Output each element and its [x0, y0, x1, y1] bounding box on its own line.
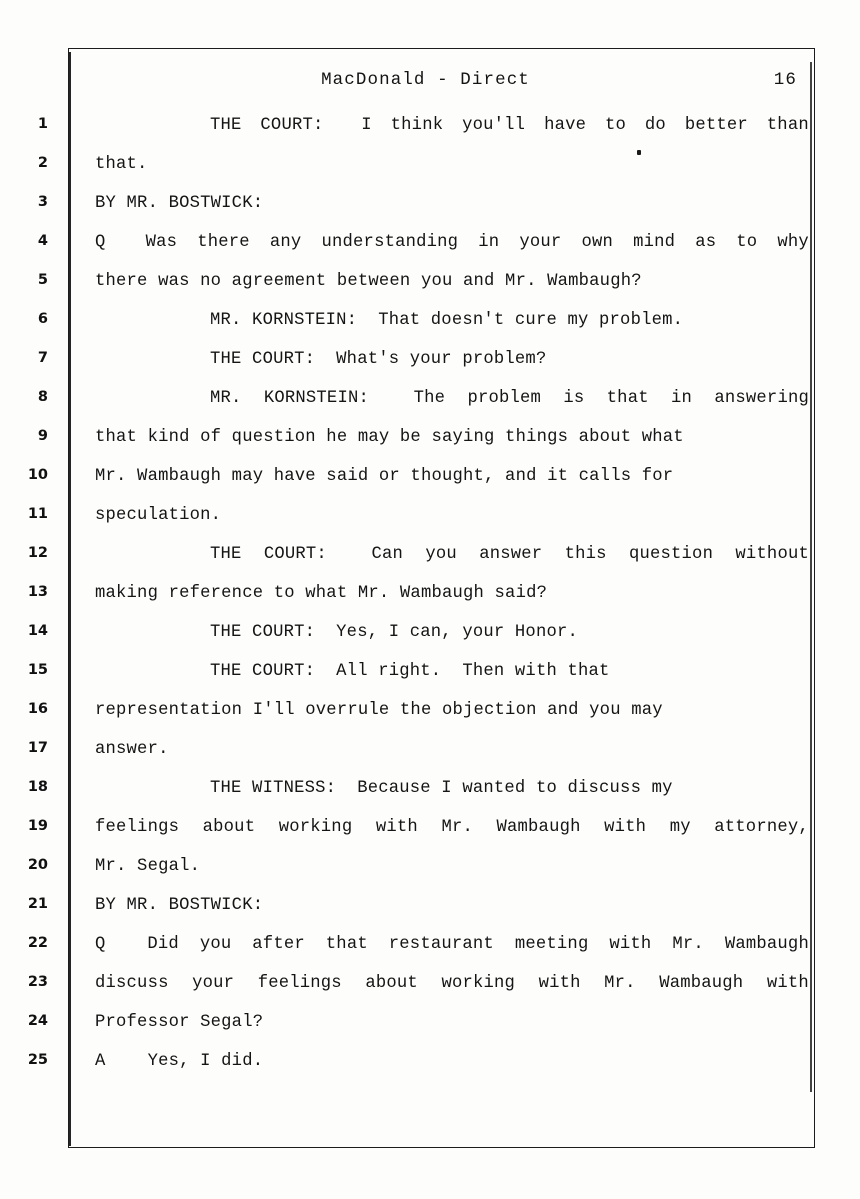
line-word: do: [644, 116, 666, 135]
ink-speck-artifact: [637, 150, 641, 155]
line-text: that kind of question he may be saying things about what: [95, 428, 684, 447]
line-text: BY MR. BOSTWICK:: [95, 896, 264, 915]
line-text: A Yes, I did.: [95, 1052, 264, 1071]
line-word: problem: [467, 389, 542, 408]
line-text: making reference to what Mr. Wambaugh said?: [95, 584, 548, 603]
transcript-line: [0, 851, 860, 890]
line-word: better: [684, 116, 748, 135]
line-word: mind: [633, 233, 676, 252]
line-text: Professor Segal?: [95, 1013, 264, 1032]
line-word: restaurant: [388, 935, 494, 954]
line-number: 11: [27, 506, 48, 522]
transcript-line: [0, 422, 860, 461]
line-word: to: [736, 233, 758, 252]
line-text: Mr. Wambaugh may have said or thought, and it calls for: [95, 467, 674, 486]
page-header: [68, 70, 815, 98]
line-word: your: [519, 233, 562, 252]
line-word: that: [325, 935, 368, 954]
line-word: with: [766, 974, 809, 993]
line-number: 5: [37, 272, 48, 288]
line-word: you: [425, 545, 457, 564]
line-word: Was: [145, 233, 178, 252]
transcript-line: [0, 929, 860, 968]
line-number: 12: [27, 545, 48, 561]
line-word: to: [605, 116, 627, 135]
line-word: you'll: [462, 116, 526, 135]
line-number: 18: [27, 779, 48, 795]
line-text: Mr. Segal.: [95, 857, 201, 876]
line-word: question: [628, 545, 714, 564]
page-number: 16: [773, 70, 797, 90]
line-word: Mr.: [441, 818, 473, 837]
line-number: 1: [37, 116, 48, 132]
line-word: meeting: [514, 935, 589, 954]
line-number: 15: [27, 662, 48, 678]
line-text: BY MR. BOSTWICK:: [95, 194, 264, 213]
transcript-line: [0, 1007, 860, 1046]
line-text: answer.: [95, 740, 169, 759]
transcript-line: [0, 461, 860, 500]
transcript-line: [0, 695, 860, 734]
line-word: feelings: [95, 818, 180, 837]
line-text: THE COURT: What's your problem?: [210, 350, 547, 369]
line-word: feelings: [257, 974, 342, 993]
line-word: THE: [210, 545, 242, 564]
transcript-line: [0, 539, 860, 578]
line-word: with: [375, 818, 418, 837]
line-number: 10: [27, 467, 48, 483]
line-word: discuss: [95, 974, 169, 993]
line-word: KORNSTEIN:: [263, 389, 369, 408]
transcript-line: [0, 266, 860, 305]
line-number: 4: [37, 233, 48, 249]
transcript-body: [0, 110, 860, 1085]
transcript-line: [0, 617, 860, 656]
line-word: any: [269, 233, 302, 252]
line-word: my: [669, 818, 691, 837]
transcript-line: [0, 344, 860, 383]
line-word: with: [538, 974, 581, 993]
transcript-line: [0, 500, 860, 539]
line-text: that.: [95, 155, 148, 174]
line-text: [210, 113, 809, 139]
line-number: 7: [37, 350, 48, 366]
line-text: there was no agreement between you and Mr. Wambaugh?: [95, 272, 642, 291]
transcript-line: [0, 656, 860, 695]
transcript-line: [0, 773, 860, 812]
line-word: your: [192, 974, 235, 993]
line-number: 25: [27, 1052, 48, 1068]
line-word: in: [671, 389, 693, 408]
line-number: 16: [27, 701, 48, 717]
line-word: with: [609, 935, 652, 954]
line-word: about: [365, 974, 418, 993]
transcript-line: [0, 1046, 860, 1085]
transcript-line: [0, 305, 860, 344]
line-word: answer: [479, 545, 543, 564]
line-number: 9: [37, 428, 48, 444]
line-text: MR. KORNSTEIN: That doesn't cure my problem.: [210, 311, 684, 330]
line-word: why: [777, 233, 809, 252]
line-number: 20: [27, 857, 48, 873]
line-number: 2: [37, 155, 48, 171]
line-word: have: [544, 116, 587, 135]
line-text: speculation.: [95, 506, 222, 525]
line-text: [210, 386, 809, 412]
line-word: that: [606, 389, 649, 408]
line-number: 6: [37, 311, 48, 327]
line-word: own: [581, 233, 614, 252]
line-word: Did: [147, 935, 179, 954]
line-word: Mr.: [604, 974, 636, 993]
transcript-line: [0, 110, 860, 149]
line-word: after: [252, 935, 305, 954]
line-text: [95, 815, 809, 841]
line-text: [95, 971, 809, 997]
line-text: THE COURT: Yes, I can, your Honor.: [210, 623, 578, 642]
line-word: with: [604, 818, 647, 837]
line-word: without: [735, 545, 809, 564]
line-number: 22: [27, 935, 48, 951]
line-word: Q: [95, 935, 106, 954]
page-title: MacDonald - Direct: [321, 70, 530, 90]
line-word: COURT:: [263, 545, 327, 564]
line-text: representation I'll overrule the objection and you may: [95, 701, 663, 720]
line-word: Wambaugh: [724, 935, 809, 954]
transcript-line: [0, 383, 860, 422]
line-word: I: [361, 116, 372, 135]
line-number: 14: [27, 623, 48, 639]
transcript-line: [0, 227, 860, 266]
line-word: is: [563, 389, 585, 408]
transcript-line: [0, 968, 860, 1007]
line-word: MR.: [210, 389, 242, 408]
line-number: 23: [27, 974, 48, 990]
line-word: Q: [95, 233, 106, 252]
line-word: COURT:: [260, 116, 324, 135]
transcript-line: [0, 149, 860, 188]
line-number: 13: [27, 584, 48, 600]
line-word: this: [564, 545, 607, 564]
line-word: answering: [714, 389, 809, 408]
line-word: about: [202, 818, 256, 837]
line-word: working: [441, 974, 516, 993]
line-word: in: [478, 233, 500, 252]
line-word: there: [197, 233, 250, 252]
line-word: working: [278, 818, 353, 837]
line-number: 3: [37, 194, 48, 210]
transcript-line: [0, 812, 860, 851]
line-word: think: [390, 116, 444, 135]
line-word: than: [766, 116, 809, 135]
transcript-line: [0, 578, 860, 617]
line-number: 8: [37, 389, 48, 405]
line-word: Wambaugh: [496, 818, 581, 837]
line-word: The: [413, 389, 446, 408]
line-text: [210, 542, 809, 568]
line-number: 17: [27, 740, 48, 756]
line-text: THE COURT: All right. Then with that: [210, 662, 610, 681]
transcript-line: [0, 188, 860, 227]
line-text: [95, 932, 809, 958]
line-word: attorney,: [714, 818, 809, 837]
line-word: as: [695, 233, 717, 252]
line-word: you: [199, 935, 232, 954]
transcript-line: [0, 890, 860, 929]
line-text: THE WITNESS: Because I wanted to discuss my: [210, 779, 673, 798]
line-text: [95, 230, 809, 256]
line-word: understanding: [321, 233, 459, 252]
line-word: Wambaugh: [659, 974, 744, 993]
line-word: Can: [371, 545, 404, 564]
line-number: 19: [27, 818, 48, 834]
line-word: THE: [210, 116, 242, 135]
line-number: 21: [27, 896, 48, 912]
line-number: 24: [27, 1013, 48, 1029]
transcript-line: [0, 734, 860, 773]
line-word: Mr.: [672, 935, 704, 954]
